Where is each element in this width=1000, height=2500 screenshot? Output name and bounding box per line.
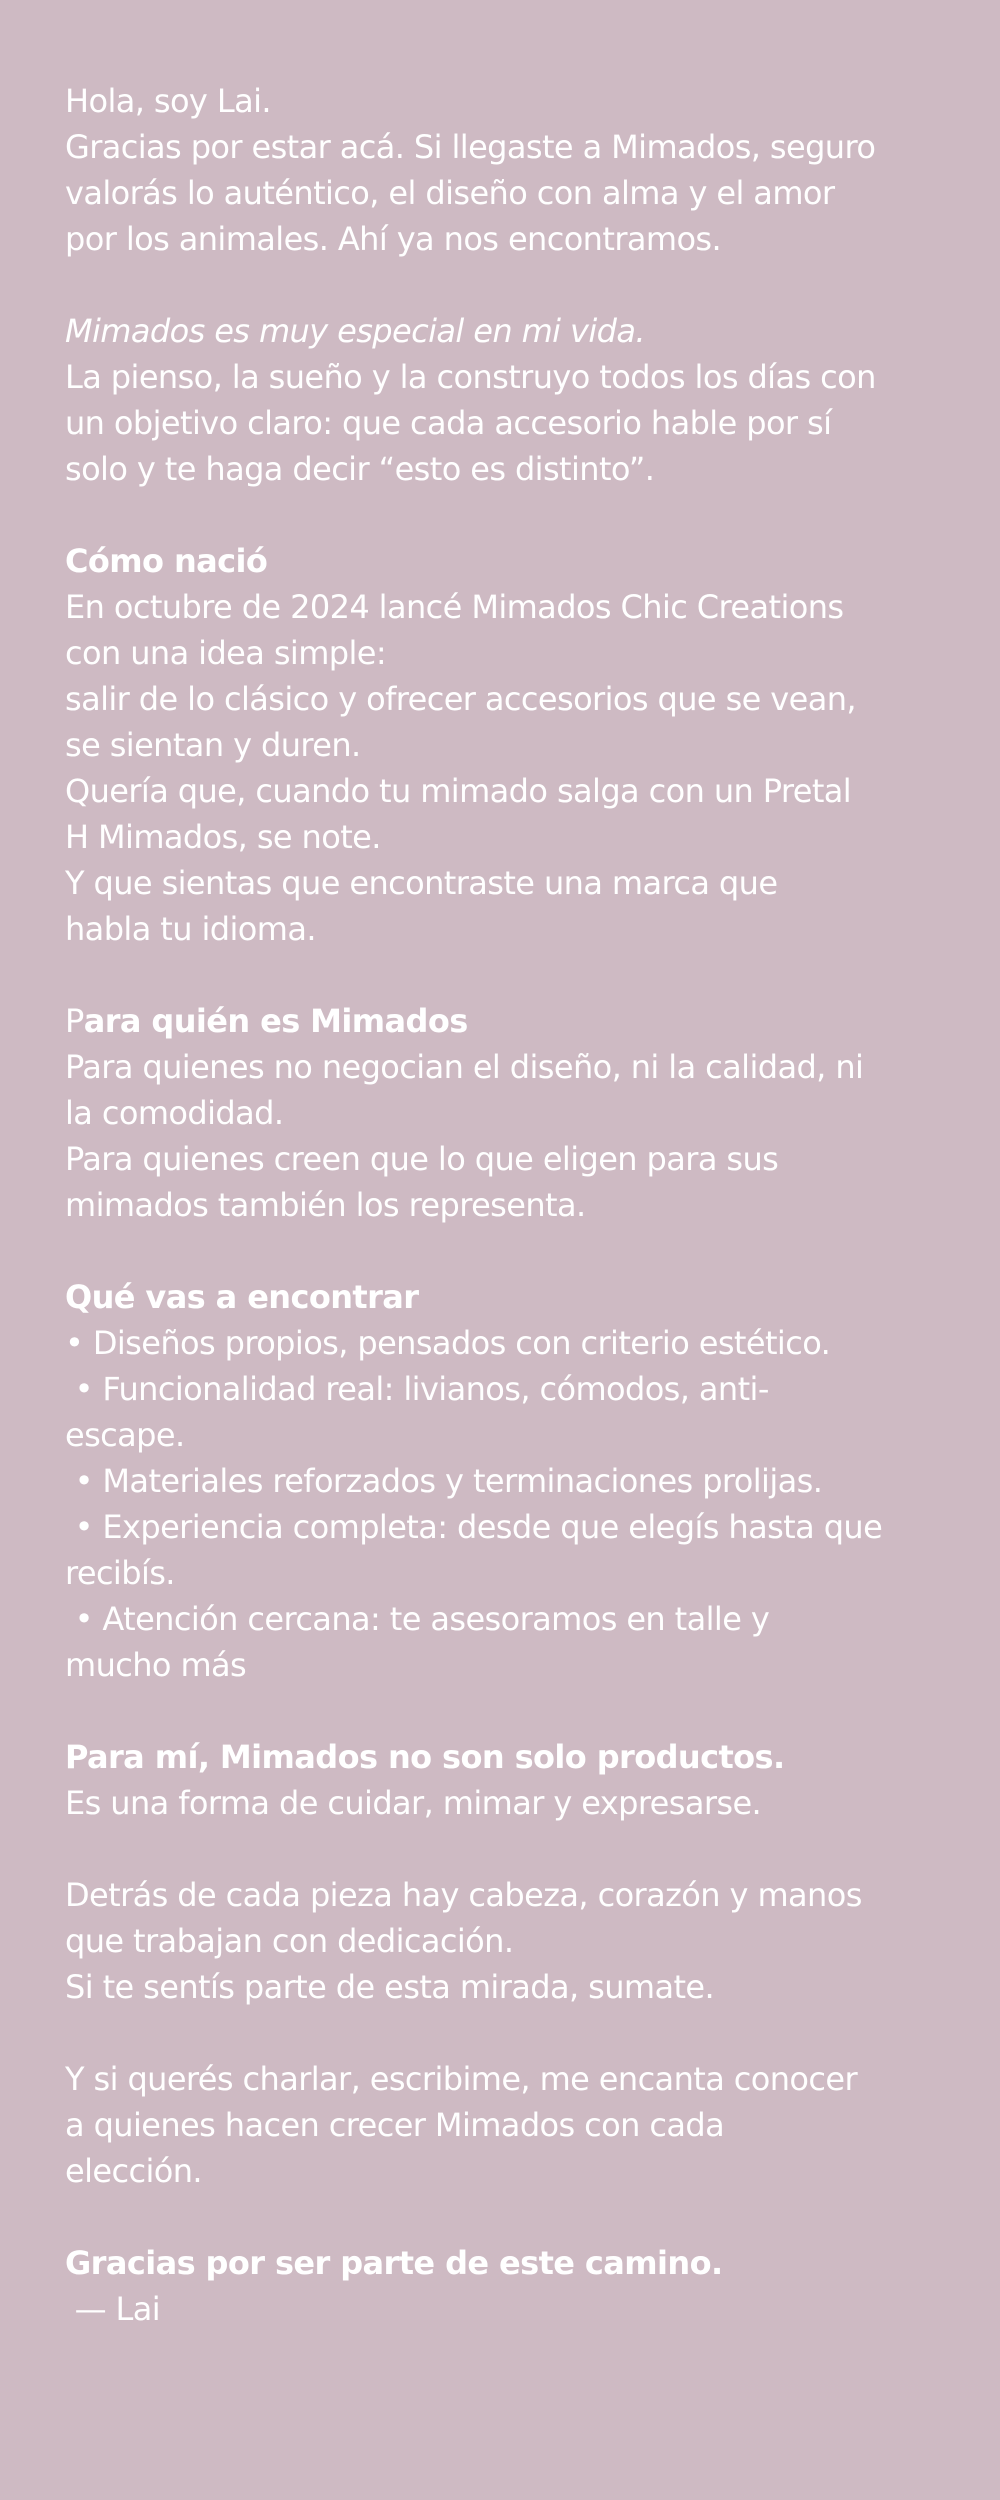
craft-line: que trabajan con dedicación. [65,1922,514,1960]
features-line: • Funcionalidad real: livianos, cómodos, anti- [65,1370,769,1408]
features-heading: Qué vas a encontrar [65,1278,419,1316]
audience-section [65,998,945,1228]
intro-paragraph [65,78,945,262]
special-line: un objetivo claro: que cada accesorio hable por sí [65,404,832,442]
origin-line: Quería que, cuando tu mimado salga con un Pretal [65,772,852,810]
special-paragraph [65,308,945,492]
origin-line: salir de lo clásico y ofrecer accesorios que se vean, [65,680,856,718]
audience-line: Para quienes creen que lo que eligen para sus [65,1140,779,1178]
special-italic-line: Mimados es muy especial en mi vida. [65,312,645,350]
craft-line: Si te sentís parte de esta mirada, sumate. [65,1968,715,2006]
signature: — Lai [65,2290,161,2328]
intro-line: Gracias por estar acá. Si llegaste a Mimados, seguro [65,128,876,166]
greeting-line: Hola, soy Lai. [65,82,271,120]
origin-section [65,538,945,952]
origin-line: Y que sientas que encontraste una marca que [65,864,778,902]
audience-line: mimados también los representa. [65,1186,586,1224]
origin-line: habla tu idioma. [65,910,316,948]
contact-line: Y si querés charlar, escribime, me encanta conocer [65,2060,858,2098]
audience-line: la comodidad. [65,1094,284,1132]
contact-line: elección. [65,2152,202,2190]
features-line: • Experiencia completa: desde que elegís hasta que [65,1508,883,1546]
products-section [65,1734,945,1826]
features-line: recibís. [65,1554,175,1592]
features-line: • Materiales reforzados y terminaciones prolijas. [65,1462,823,1500]
audience-heading-rest: ara quién es Mimados [83,1002,468,1040]
intro-line: valorás lo auténtico, el diseño con alma y el amor [65,174,835,212]
features-line: escape. [65,1416,185,1454]
origin-line: se sientan y duren. [65,726,361,764]
contact-line: a quienes hacen crecer Mimados con cada [65,2106,725,2144]
special-line: La pienso, la sueño y la construyo todos los días con [65,358,876,396]
features-line: • Diseños propios, pensados con criterio estético. [65,1324,831,1362]
origin-line: con una idea simple: [65,634,387,672]
craft-line: Detrás de cada pieza hay cabeza, corazón y manos [65,1876,862,1914]
audience-heading-initial: P [65,1002,84,1040]
contact-paragraph [65,2056,945,2194]
products-line: Es una forma de cuidar, mimar y expresarse. [65,1784,762,1822]
about-text [65,78,945,2378]
features-section [65,1274,945,1688]
features-line: • Atención cercana: te asesoramos en talle y [65,1600,770,1638]
craft-paragraph [65,1872,945,2010]
audience-heading [65,998,945,1044]
audience-line: Para quienes no negocian el diseño, ni la calidad, ni [65,1048,864,1086]
closing-section [65,2240,945,2332]
intro-line: por los animales. Ahí ya nos encontramos. [65,220,722,258]
closing-heading: Gracias por ser parte de este camino. [65,2244,723,2282]
origin-heading: Cómo nació [65,542,268,580]
special-line: solo y te haga decir “esto es distinto”. [65,450,655,488]
features-line: mucho más [65,1646,247,1684]
origin-line: H Mimados, se note. [65,818,381,856]
origin-line: En octubre de 2024 lancé Mimados Chic Creations [65,588,844,626]
products-heading: Para mí, Mimados no son solo productos. [65,1738,785,1776]
